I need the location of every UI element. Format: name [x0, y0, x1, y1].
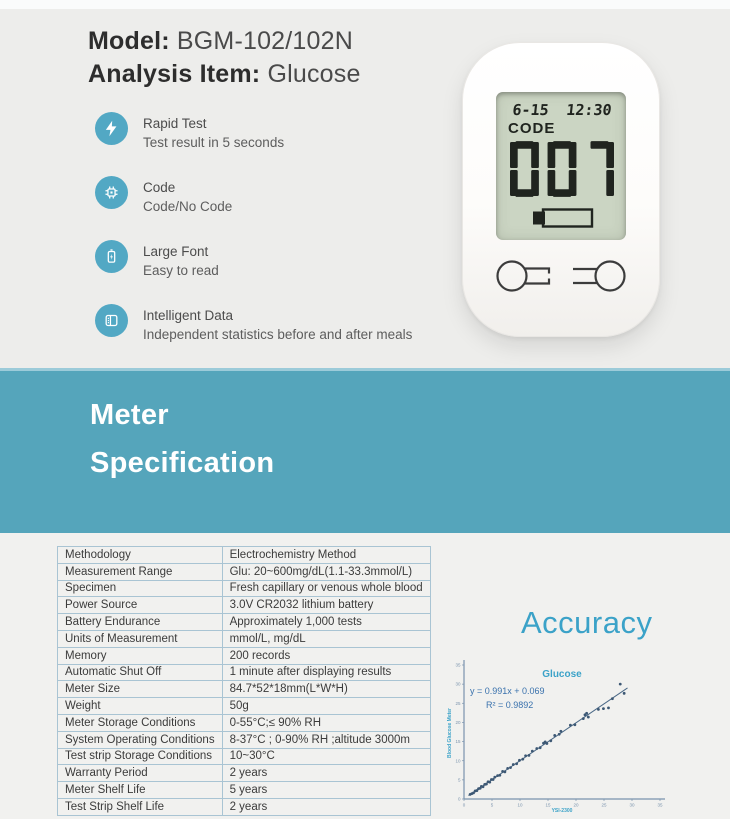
spec-value: 5 years: [222, 782, 430, 799]
spec-value: 2 years: [222, 798, 430, 815]
feature-subtitle: Test result in 5 seconds: [143, 135, 285, 150]
table-row: [58, 547, 431, 564]
table-row: [58, 782, 431, 799]
svg-text:20: 20: [455, 720, 461, 726]
svg-text:0: 0: [457, 796, 461, 802]
section-banner: [0, 368, 730, 533]
feature-subtitle: Code/No Code: [143, 199, 233, 214]
spec-value: 200 records: [222, 647, 430, 664]
chart-r-squared: R² = 0.9892: [486, 700, 534, 710]
battery-icon: [95, 240, 128, 273]
hero-section: [0, 9, 730, 368]
svg-text:20: 20: [573, 802, 579, 808]
spec-label: Test Strip Shelf Life: [58, 798, 223, 815]
accuracy-heading: Accuracy: [521, 605, 653, 640]
spec-value: 2 years: [222, 765, 430, 782]
model-label: Model:: [88, 27, 170, 55]
feature-text: [143, 240, 219, 280]
table-row: [58, 748, 431, 765]
spec-table-body: [58, 547, 431, 816]
spec-value: Approximately 1,000 tests: [222, 614, 430, 631]
spec-value: mmol/L, mg/dL: [222, 630, 430, 647]
spec-value: 50g: [222, 698, 430, 715]
feature-rapid-test: [95, 112, 412, 152]
accuracy-chart: [444, 653, 676, 815]
feature-title: Intelligent Data: [143, 308, 234, 323]
table-row: [58, 563, 431, 580]
spec-label: Specimen: [58, 580, 223, 597]
spec-value: 3.0V CR2032 lithium battery: [222, 597, 430, 614]
table-row: [58, 731, 431, 748]
screen-date: 6-15: [511, 101, 550, 119]
spec-label: System Operating Conditions: [58, 731, 223, 748]
feature-intelligent-data: [95, 304, 412, 344]
battery-indicator-icon: [532, 208, 594, 228]
svg-text:30: 30: [629, 802, 635, 808]
spec-value: Electrochemistry Method: [222, 547, 430, 564]
spec-table: [57, 546, 431, 816]
spec-section: [0, 533, 730, 819]
spec-label: Warranty Period: [58, 765, 223, 782]
svg-text:5: 5: [457, 777, 461, 783]
spec-label: Test strip Storage Conditions: [58, 748, 223, 765]
table-row: [58, 798, 431, 815]
spec-label: Meter Shelf Life: [58, 782, 223, 799]
svg-text:30: 30: [455, 681, 461, 687]
screen-time: 12:30: [565, 101, 613, 119]
table-row: [58, 698, 431, 715]
lightning-icon: [95, 112, 128, 145]
glucose-meter-device: [462, 42, 660, 337]
device-screen: [496, 92, 626, 240]
svg-text:15: 15: [545, 802, 551, 808]
reading-display: [510, 139, 614, 199]
banner-line1: Meter: [90, 399, 169, 431]
spec-label: Methodology: [58, 547, 223, 564]
table-row: [58, 714, 431, 731]
spec-label: Automatic Shut Off: [58, 664, 223, 681]
feature-subtitle: Easy to read: [143, 263, 219, 278]
data-book-icon: [95, 304, 128, 337]
chart-x-axis-label: YSI-2300: [551, 808, 573, 814]
table-row: [58, 630, 431, 647]
svg-text:10: 10: [517, 802, 523, 808]
svg-text:5: 5: [490, 802, 494, 808]
spec-label: Power Source: [58, 597, 223, 614]
svg-text:35: 35: [657, 802, 663, 808]
spec-value: Fresh capillary or venous whole blood: [222, 580, 430, 597]
model-value: BGM-102/102N: [176, 27, 354, 55]
analysis-value: Glucose: [267, 60, 361, 88]
svg-text:15: 15: [455, 739, 461, 745]
feature-large-font: [95, 240, 412, 280]
table-row: [58, 765, 431, 782]
spec-value: 10~30°C: [222, 748, 430, 765]
feature-code: [95, 176, 412, 216]
analysis-label: Analysis Item:: [88, 60, 261, 88]
table-row: [58, 614, 431, 631]
spec-label: Measurement Range: [58, 563, 223, 580]
spec-value: Glu: 20~600mg/dL(1.1-33.3mmol/L): [222, 563, 430, 580]
feature-text: [143, 112, 284, 152]
banner-line2: Specification: [90, 447, 275, 479]
spec-label: Weight: [58, 698, 223, 715]
spec-label: Meter Size: [58, 681, 223, 698]
left-button: [498, 262, 550, 291]
spec-value: 8-37°C ; 0-90% RH ;altitude 3000m: [222, 731, 430, 748]
feature-text: [143, 304, 412, 344]
chart-equation: y = 0.991x + 0.069: [470, 686, 545, 696]
chart-y-axis-label: Blood Glucose Meter: [447, 707, 453, 759]
right-button: [573, 262, 625, 291]
feature-subtitle: Independent statistics before and after meals: [143, 327, 413, 342]
spec-value: 1 minute after displaying results: [222, 664, 430, 681]
table-row: [58, 597, 431, 614]
table-row: [58, 664, 431, 681]
spec-label: Units of Measurement: [58, 630, 223, 647]
model-block: [88, 25, 361, 91]
feature-text: [143, 176, 232, 216]
svg-text:25: 25: [601, 802, 607, 808]
svg-text:25: 25: [455, 700, 461, 706]
table-row: [58, 580, 431, 597]
chart-title: Glucose: [542, 669, 582, 680]
spec-value: 84.7*52*18mm(L*W*H): [222, 681, 430, 698]
top-strip: [0, 0, 730, 9]
model-line: [88, 25, 361, 58]
feature-title: Rapid Test: [143, 116, 207, 131]
spec-value: 0-55°C;≤ 90% RH: [222, 714, 430, 731]
spec-label: Memory: [58, 647, 223, 664]
device-buttons[interactable]: [488, 256, 634, 296]
table-row: [58, 681, 431, 698]
feature-title: Large Font: [143, 244, 209, 259]
spec-label: Meter Storage Conditions: [58, 714, 223, 731]
feature-list: [95, 112, 412, 344]
table-row: [58, 647, 431, 664]
analysis-line: [88, 58, 361, 91]
svg-text:10: 10: [455, 758, 461, 764]
svg-text:35: 35: [455, 662, 461, 668]
spec-label: Battery Endurance: [58, 614, 223, 631]
chip-icon: [95, 176, 128, 209]
feature-title: Code: [143, 180, 176, 195]
screen-datetime: [495, 92, 628, 119]
svg-text:0: 0: [462, 802, 466, 808]
screen-code-label: CODE: [508, 120, 556, 137]
